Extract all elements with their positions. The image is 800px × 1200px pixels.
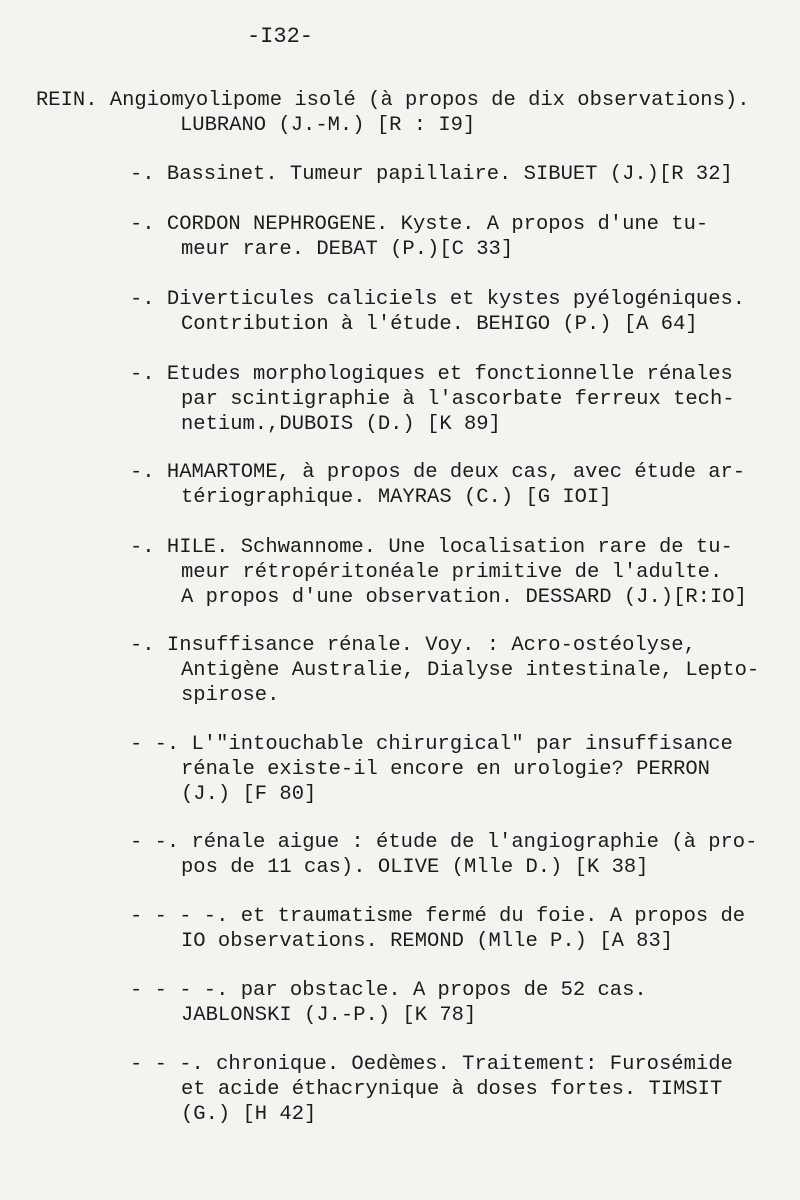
entry-line: - -. L'"intouchable chirurgical" par insuffisance [130,733,733,756]
entry-line: A propos d'une observation. DESSARD (J.)[R:IO] [181,586,747,609]
index-entry [0,1052,800,1127]
index-entry [0,535,800,610]
index-entry [0,88,800,137]
entry-line: rénale existe-il encore en urologie? PERRON [181,758,710,781]
index-entry [0,460,800,510]
entry-line: spirose. [181,684,280,707]
index-entries [0,88,800,1127]
entry-line: - -. rénale aigue : étude de l'angiographie (à pro- [130,831,758,854]
entry-line: -. Diverticules caliciels et kystes pyélogéniques. [130,288,746,311]
entry-line: IO observations. REMOND (Mlle P.) [A 83] [181,930,674,953]
entry-line: (G.) [H 42] [181,1103,317,1126]
entry-line: tériographique. MAYRAS (C.) [G IOI] [181,486,612,509]
entry-line: -. Etudes morphologiques et fonctionnelle rénales [130,363,733,386]
entry-line: Contribution à l'étude. BEHIGO (P.) [A 64] [181,313,698,336]
index-entry [0,904,800,954]
entry-line: par scintigraphie à l'ascorbate ferreux tech- [181,388,735,411]
index-entry [0,732,800,807]
index-entry [0,633,800,708]
entry-line: Antigène Australie, Dialyse intestinale, Lepto- [181,659,760,682]
entry-line: -. Insuffisance rénale. Voy. : Acro-ostéolyse, [130,634,696,657]
index-entry [0,162,800,187]
entry-line: - - -. chronique. Oedèmes. Traitement: Furosémide [130,1053,733,1076]
entry-line: et acide éthacrynique à doses fortes. TIMSIT [181,1078,723,1101]
index-entry [0,212,800,262]
entry-line: meur rare. DEBAT (P.)[C 33] [181,238,514,261]
index-entry [0,830,800,880]
entry-line: -. HAMARTOME, à propos de deux cas, avec étude ar- [130,461,746,484]
index-entry [0,362,800,437]
entry-line: -. CORDON NEPHROGENE. Kyste. A propos d'une tu- [130,213,709,236]
entry-line: -. Bassinet. Tumeur papillaire. SIBUET (J.)[R 32] [130,163,733,186]
entry-line: pos de 11 cas). OLIVE (Mlle D.) [K 38] [181,856,649,879]
index-entry [0,978,800,1028]
index-entry [0,287,800,337]
page-number: -I32- [246,24,313,49]
entry-line: - - - -. par obstacle. A propos de 52 cas. [130,979,647,1002]
entry-line: JABLONSKI (J.-P.) [K 78] [181,1004,477,1027]
entry-line: netium.,DUBOIS (D.) [K 89] [181,413,501,436]
entry-line: LUBRANO (J.-M.) [R : I9] [180,114,476,137]
entry-line: meur rétropéritonéale primitive de l'adulte. [181,561,723,584]
entry-line: (J.) [F 80] [181,783,317,806]
entry-line: REIN. Angiomyolipome isolé (à propos de dix observations). [36,89,750,112]
entry-line: - - - -. et traumatisme fermé du foie. A propos de [130,905,746,928]
entry-line: -. HILE. Schwannome. Une localisation rare de tu- [130,536,733,559]
